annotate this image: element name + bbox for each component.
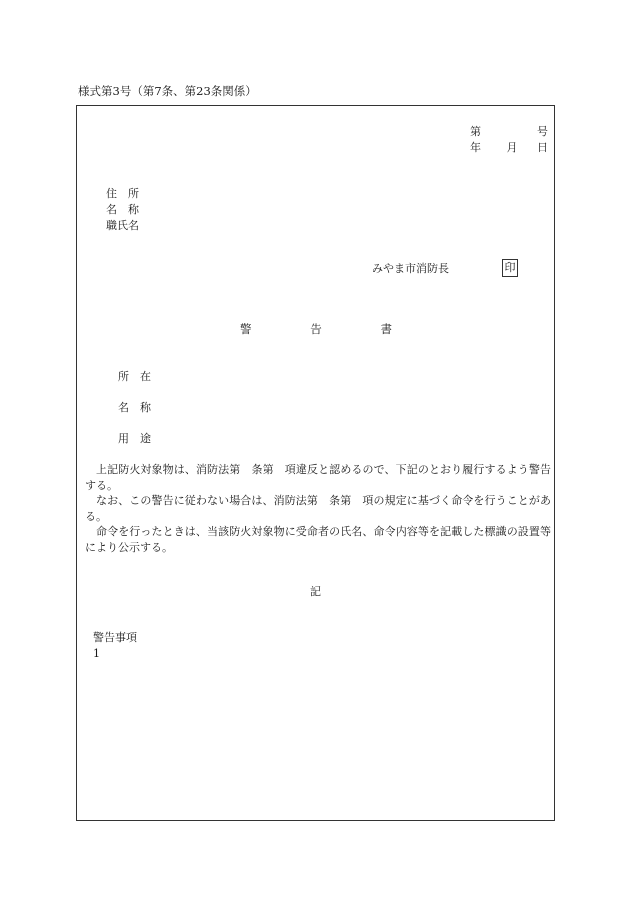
form-number-label: 様式第3号（第7条、第23条関係） [78,84,257,98]
warning-items-heading: 警告事項 [93,631,137,644]
issuer-title: みやま市消防長 [372,262,449,275]
property-location-label: 所在 [118,370,162,383]
document-title-char-3: 書 [380,322,392,336]
document-title-char-1: 警 [240,322,252,336]
reference-number-prefix: 第 [470,125,481,138]
warning-body [85,462,551,555]
date-month: 月 [506,141,518,154]
addressee-block [106,186,150,234]
seal-mark: 印 [502,259,518,277]
body-paragraph-violation: 上記防火対象物は、消防法第 条第 項違反と認めるので、下記のとおり履行するよう警告する。 [85,463,551,492]
addressee-official-label: 職氏名 [106,219,139,232]
document-title-char-2: 告 [310,322,322,336]
reference-number [470,126,548,137]
date-year: 年 [470,141,481,154]
note-heading: 記 [310,585,321,598]
addressee-address-label: 住所 [106,187,150,200]
warning-item-number: 1 [93,647,100,660]
body-paragraph-order: なお、この警告に従わない場合は、消防法第 条第 項の規定に基づく命令を行うことがある。 [85,494,551,523]
issue-date [470,142,548,153]
reference-number-suffix: 号 [537,125,548,138]
body-paragraph-publication: 命令を行ったときは、当該防火対象物に受命者の氏名、命令内容等を記載した標識の設置等により公示する。 [85,525,551,554]
addressee-name-label: 名称 [106,203,150,216]
document-title [240,324,392,336]
property-use-label: 用途 [118,432,162,445]
date-day: 日 [537,141,548,154]
property-name-label: 名称 [118,401,162,414]
